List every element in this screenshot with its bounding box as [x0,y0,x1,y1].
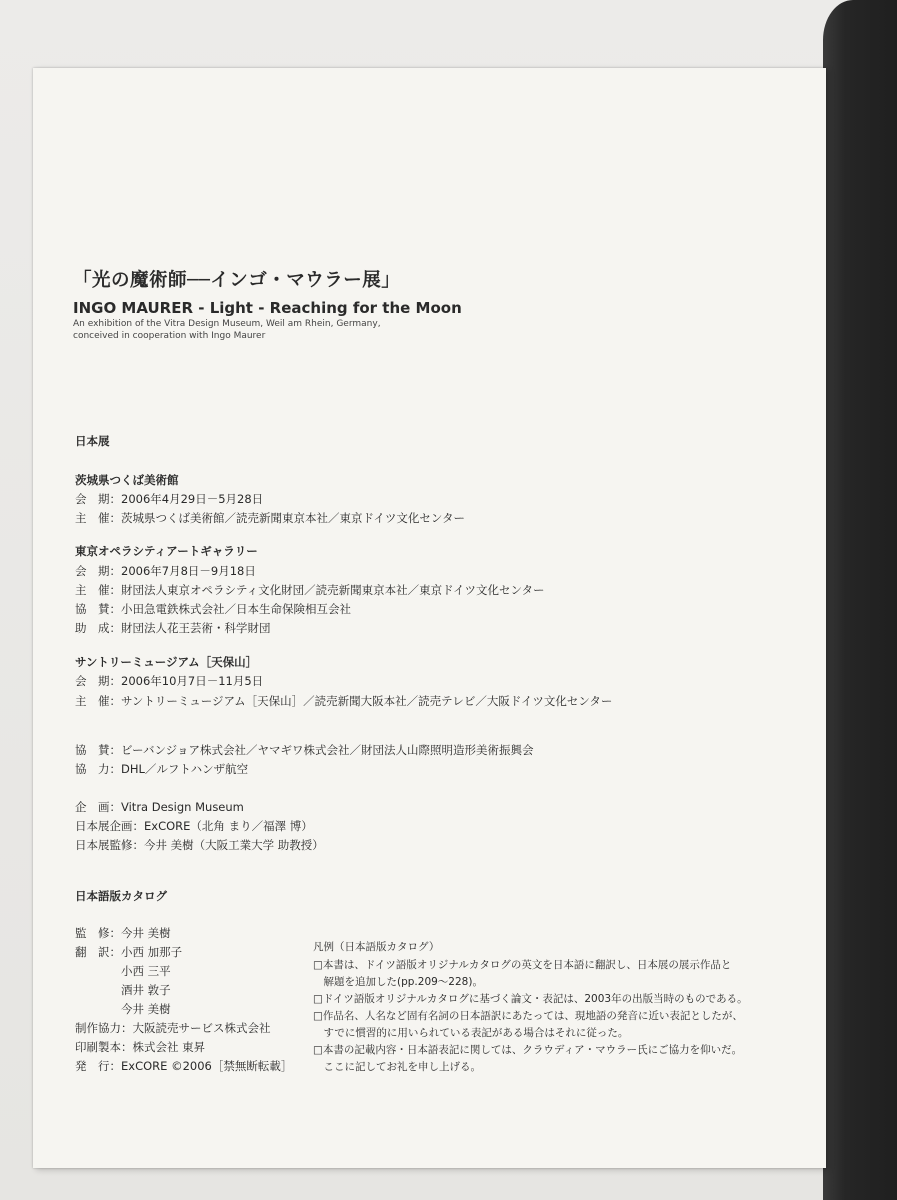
legend-line: 解題を追加した(pp.209～228)。 [313,976,483,988]
venue-2-organizer: 主 催：財団法人東京オペラシティ文化財団／読売新聞東京本社／東京ドイツ文化センター [75,583,545,597]
sponsors-line: 協 賛：ビーバンジョア株式会社／ヤマギワ株式会社／財団法人山際照明造形美術振興会 [75,743,534,757]
catalog-credit: 今井 美樹 [75,1002,171,1016]
cooperation-line: 協 力：DHL／ルフトハンザ航空 [75,762,249,776]
legend-line: □本書の記載内容・日本語表記に関しては、クラウディア・マウラー氏にご協力を仰いだ。 [313,1044,743,1056]
legend-line: すでに慣習的に用いられている表記がある場合はそれに従った。 [313,1027,629,1039]
legend-line: □ドイツ語版オリジナルカタログに基づく論文・表記は、2003年の出版当時のものである。 [313,993,748,1005]
japan-planning-line: 日本展企画：ExCORE（北角 まり／福澤 博） [75,819,313,833]
venue-3-organizer: 主 催：サントリーミュージアム［天保山］／読売新聞大阪本社／読売テレビ／大阪ドイツ文化センター [75,694,613,708]
catalog-credit: 印刷製本：株式会社 東昇 [75,1040,206,1054]
venue-3-period: 会 期：2006年10月7日－11月5日 [75,674,264,688]
book-spine [823,0,897,1200]
venue-1-period: 会 期：2006年4月29日－5月28日 [75,492,264,506]
japan-supervision-line: 日本展監修：今井 美樹（大阪工業大学 助教授） [75,838,324,852]
book-page [33,68,826,1168]
subtitle-line-2: conceived in cooperation with Ingo Maurer [73,331,266,341]
venue-2-support: 助 成：財団法人花王芸術・科学財団 [75,621,271,635]
venue-1-name: 茨城県つくば美術館 [75,473,179,487]
venue-2-name: 東京オペラシティアートギャラリー [75,544,258,558]
subtitle-line-1: An exhibition of the Vitra Design Museum, Weil am Rhein, Germany, [73,319,381,329]
catalog-credit: 小西 三平 [75,964,171,978]
legend-line: □本書は、ドイツ語版オリジナルカタログの英文を日本語に翻訳し、日本展の展示作品と [313,959,732,971]
catalog-credit: 酒井 敦子 [75,983,171,997]
planning-line: 企 画：Vitra Design Museum [75,800,244,814]
japan-tour-heading: 日本展 [75,434,110,448]
catalog-credit: 制作協力：大阪読売サービス株式会社 [75,1021,271,1035]
catalog-heading: 日本語版カタログ [75,889,167,903]
venue-2-sponsor: 協 賛：小田急電鉄株式会社／日本生命保険相互会社 [75,602,351,616]
venue-2-period: 会 期：2006年7月8日－9月18日 [75,564,256,578]
catalog-credit: 監 修：今井 美樹 [75,926,171,940]
legend-title: 凡例（日本語版カタログ） [313,941,440,953]
title-japanese: 「光の魔術師──インゴ・マウラー展」 [73,270,401,291]
catalog-credit: 発 行：ExCORE ©2006［禁無断転載］ [75,1059,293,1073]
legend-line: □作品名、人名など固有名詞の日本語訳にあたっては、現地語の発音に近い表記としたが、 [313,1010,743,1022]
catalog-credit: 翻 訳：小西 加那子 [75,945,183,959]
legend-line: ここに記してお礼を申し上げる。 [313,1061,481,1073]
title-english: INGO MAURER - Light - Reaching for the Moon [73,299,462,317]
venue-3-name: サントリーミュージアム［天保山］ [75,655,258,669]
venue-1-organizer: 主 催：茨城県つくば美術館／読売新聞東京本社／東京ドイツ文化センター [75,511,465,525]
